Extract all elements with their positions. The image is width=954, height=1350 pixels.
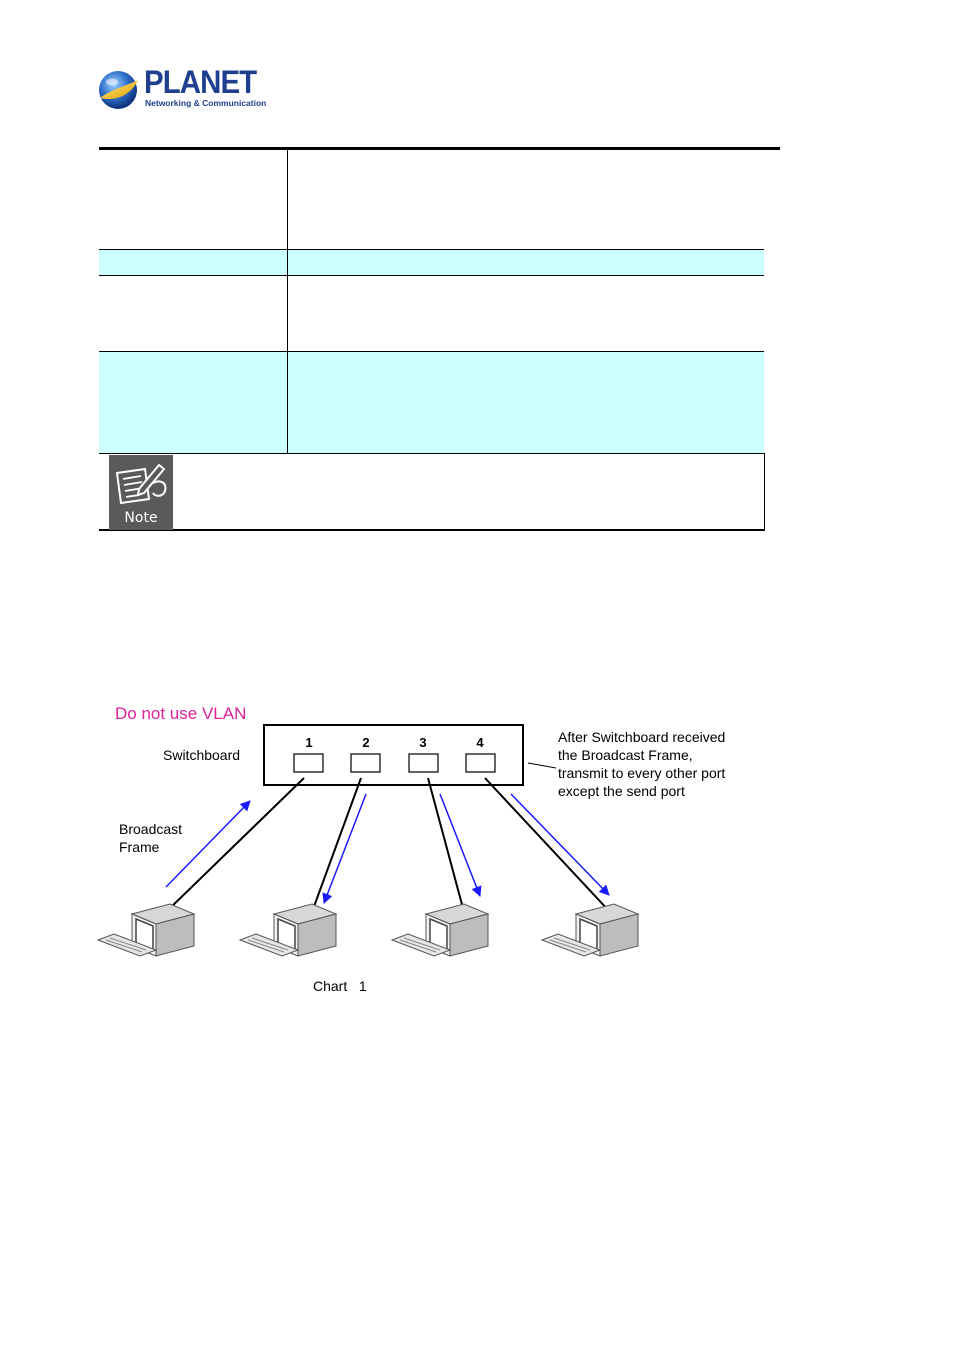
switchboard-label: Switchboard [163,747,241,763]
port-box [294,754,323,772]
port-number: 3 [419,735,427,750]
table-cell-value [288,150,764,249]
port-number: 4 [476,735,484,750]
annotation-line: the Broadcast Frame, [558,747,693,763]
broadcast-label: Frame [119,839,160,855]
note-icon [109,455,173,530]
table-cell-label [99,352,288,453]
annotation-line: After Switchboard received [558,729,726,745]
port-box [466,754,495,772]
note-box [99,453,765,531]
table-row [99,352,764,453]
computer-icon [542,904,638,956]
forward-arrow [511,794,609,895]
globe-icon [96,68,140,112]
port-number: 2 [362,735,370,750]
table-cell-label [99,276,288,351]
computer-icon [240,904,336,956]
annotation-leader [528,763,556,768]
diagram-title: Do not use VLAN [115,704,247,723]
table-row [99,250,764,276]
vlan-broadcast-diagram [0,690,760,1010]
port-number: 1 [305,735,313,750]
chart-caption: Chart 1 [313,978,367,994]
table-cell-value [288,250,764,275]
table-cell-label [99,250,288,275]
planet-logo [96,64,266,114]
port-box [409,754,438,772]
pencil-paper-icon [109,459,173,509]
cable [312,778,361,912]
port-box [351,754,380,772]
table-cell-value [288,352,764,453]
cable [166,778,304,912]
note-label: Note [124,510,158,526]
computer-icon [98,904,194,956]
annotation-line: transmit to every other port [558,765,726,781]
cable [428,778,464,912]
table-cell-value [288,276,764,351]
table-row [99,150,764,250]
computer-icon [392,904,488,956]
brand-tagline: Networking & Communication [145,98,267,108]
brand-name: PLANET [144,64,257,100]
broadcast-label: Broadcast [119,821,183,837]
forward-arrow [324,794,366,903]
table-row [99,276,764,352]
table-cell-label [99,150,288,249]
annotation-line: except the send port [558,783,685,799]
